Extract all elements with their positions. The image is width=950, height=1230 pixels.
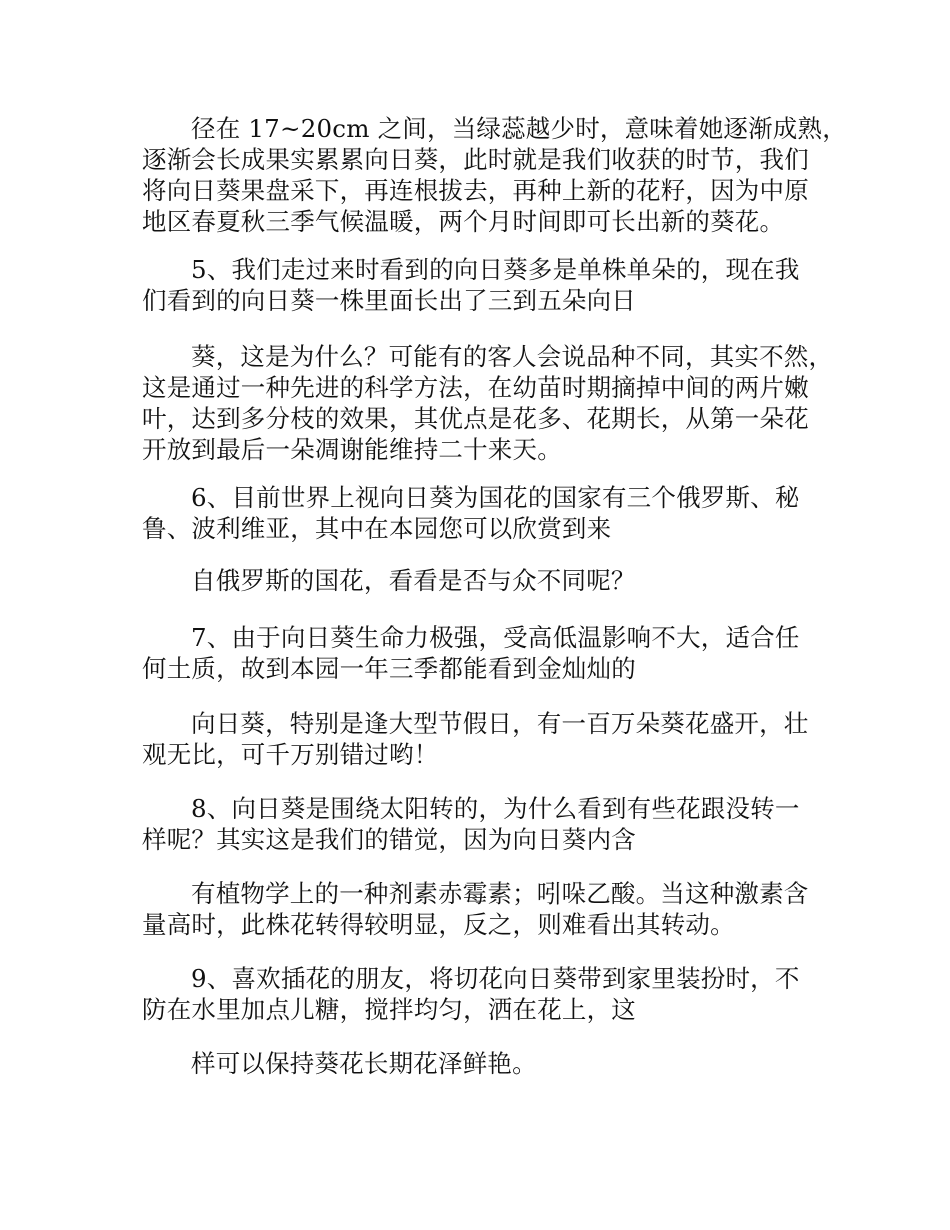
paragraph-item-5-continued xyxy=(142,341,834,465)
text-line: 开放到最后一朵凋谢能维持二十来天。 xyxy=(142,435,562,464)
text-line: 何土质，故到本园一年三季都能看到金灿灿的 xyxy=(142,654,636,683)
text-line: 逐渐会长成果实累累向日葵，此时就是我们收获的时节，我们 xyxy=(142,145,809,174)
text-line: 防在水里加点儿糖，搅拌均匀，洒在花上，这 xyxy=(142,995,636,1024)
text-line: 量高时，此株花转得较明显，反之，则难看出其转动。 xyxy=(142,910,735,939)
paragraph-item-8 xyxy=(142,793,814,855)
paragraph-item-9 xyxy=(142,963,814,1025)
paragraph-item-6-continued xyxy=(142,565,814,596)
text-line: 8、向日葵是围绕太阳转的，为什么看到有些花跟没转一 xyxy=(191,794,800,823)
paragraph-item-7 xyxy=(142,622,814,684)
text-line: 9、喜欢插花的朋友，将切花向日葵带到家里装扮时，不 xyxy=(191,964,800,993)
text-line: 样可以保持葵花长期花泽鲜艳。 xyxy=(191,1049,537,1078)
text-line: 地区春夏秋三季气候温暖，两个月时间即可长出新的葵花。 xyxy=(142,207,785,236)
text-line: 将向日葵果盘采下，再连根拔去，再种上新的花籽，因为中原 xyxy=(142,176,809,205)
paragraph-sunflower-maturity xyxy=(142,113,847,237)
text-line: 观无比，可千万别错过哟！ xyxy=(142,740,439,769)
text-line: 这是通过一种先进的科学方法，在幼苗时期摘掉中间的两片嫩 xyxy=(142,373,809,402)
text-line: 5、我们走过来时看到的向日葵多是单株单朵的，现在我 xyxy=(191,255,800,284)
paragraph-item-8-continued xyxy=(142,878,814,940)
text-line: 葵，这是为什么？可能有的客人会说品种不同，其实不然， xyxy=(191,342,834,371)
text-line: 向日葵，特别是逢大型节假日，有一百万朵葵花盛开，壮 xyxy=(191,709,809,738)
text-line: 自俄罗斯的国花，看看是否与众不同呢？ xyxy=(191,566,636,595)
text-line: 径在 17~20cm 之间，当绿蕊越少时，意味着她逐渐成熟， xyxy=(191,114,847,143)
text-line: 样呢？其实这是我们的错觉，因为向日葵内含 xyxy=(142,825,636,854)
paragraph-item-9-continued xyxy=(142,1048,814,1079)
paragraph-item-7-continued xyxy=(142,708,814,770)
text-line: 7、由于向日葵生命力极强，受高低温影响不大，适合任 xyxy=(191,623,800,652)
paragraph-item-6 xyxy=(142,482,814,544)
paragraph-item-5 xyxy=(142,254,814,316)
text-line: 有植物学上的一种剂素赤霉素；吲哚乙酸。当这种激素含 xyxy=(191,879,809,908)
text-line: 们看到的向日葵一株里面长出了三到五朵向日 xyxy=(142,286,636,315)
text-line: 6、目前世界上视向日葵为国花的国家有三个俄罗斯、秘 xyxy=(191,483,800,512)
text-line: 叶，达到多分枝的效果，其优点是花多、花期长，从第一朵花 xyxy=(142,404,809,433)
text-line: 鲁、波利维亚，其中在本园您可以欣赏到来 xyxy=(142,514,612,543)
